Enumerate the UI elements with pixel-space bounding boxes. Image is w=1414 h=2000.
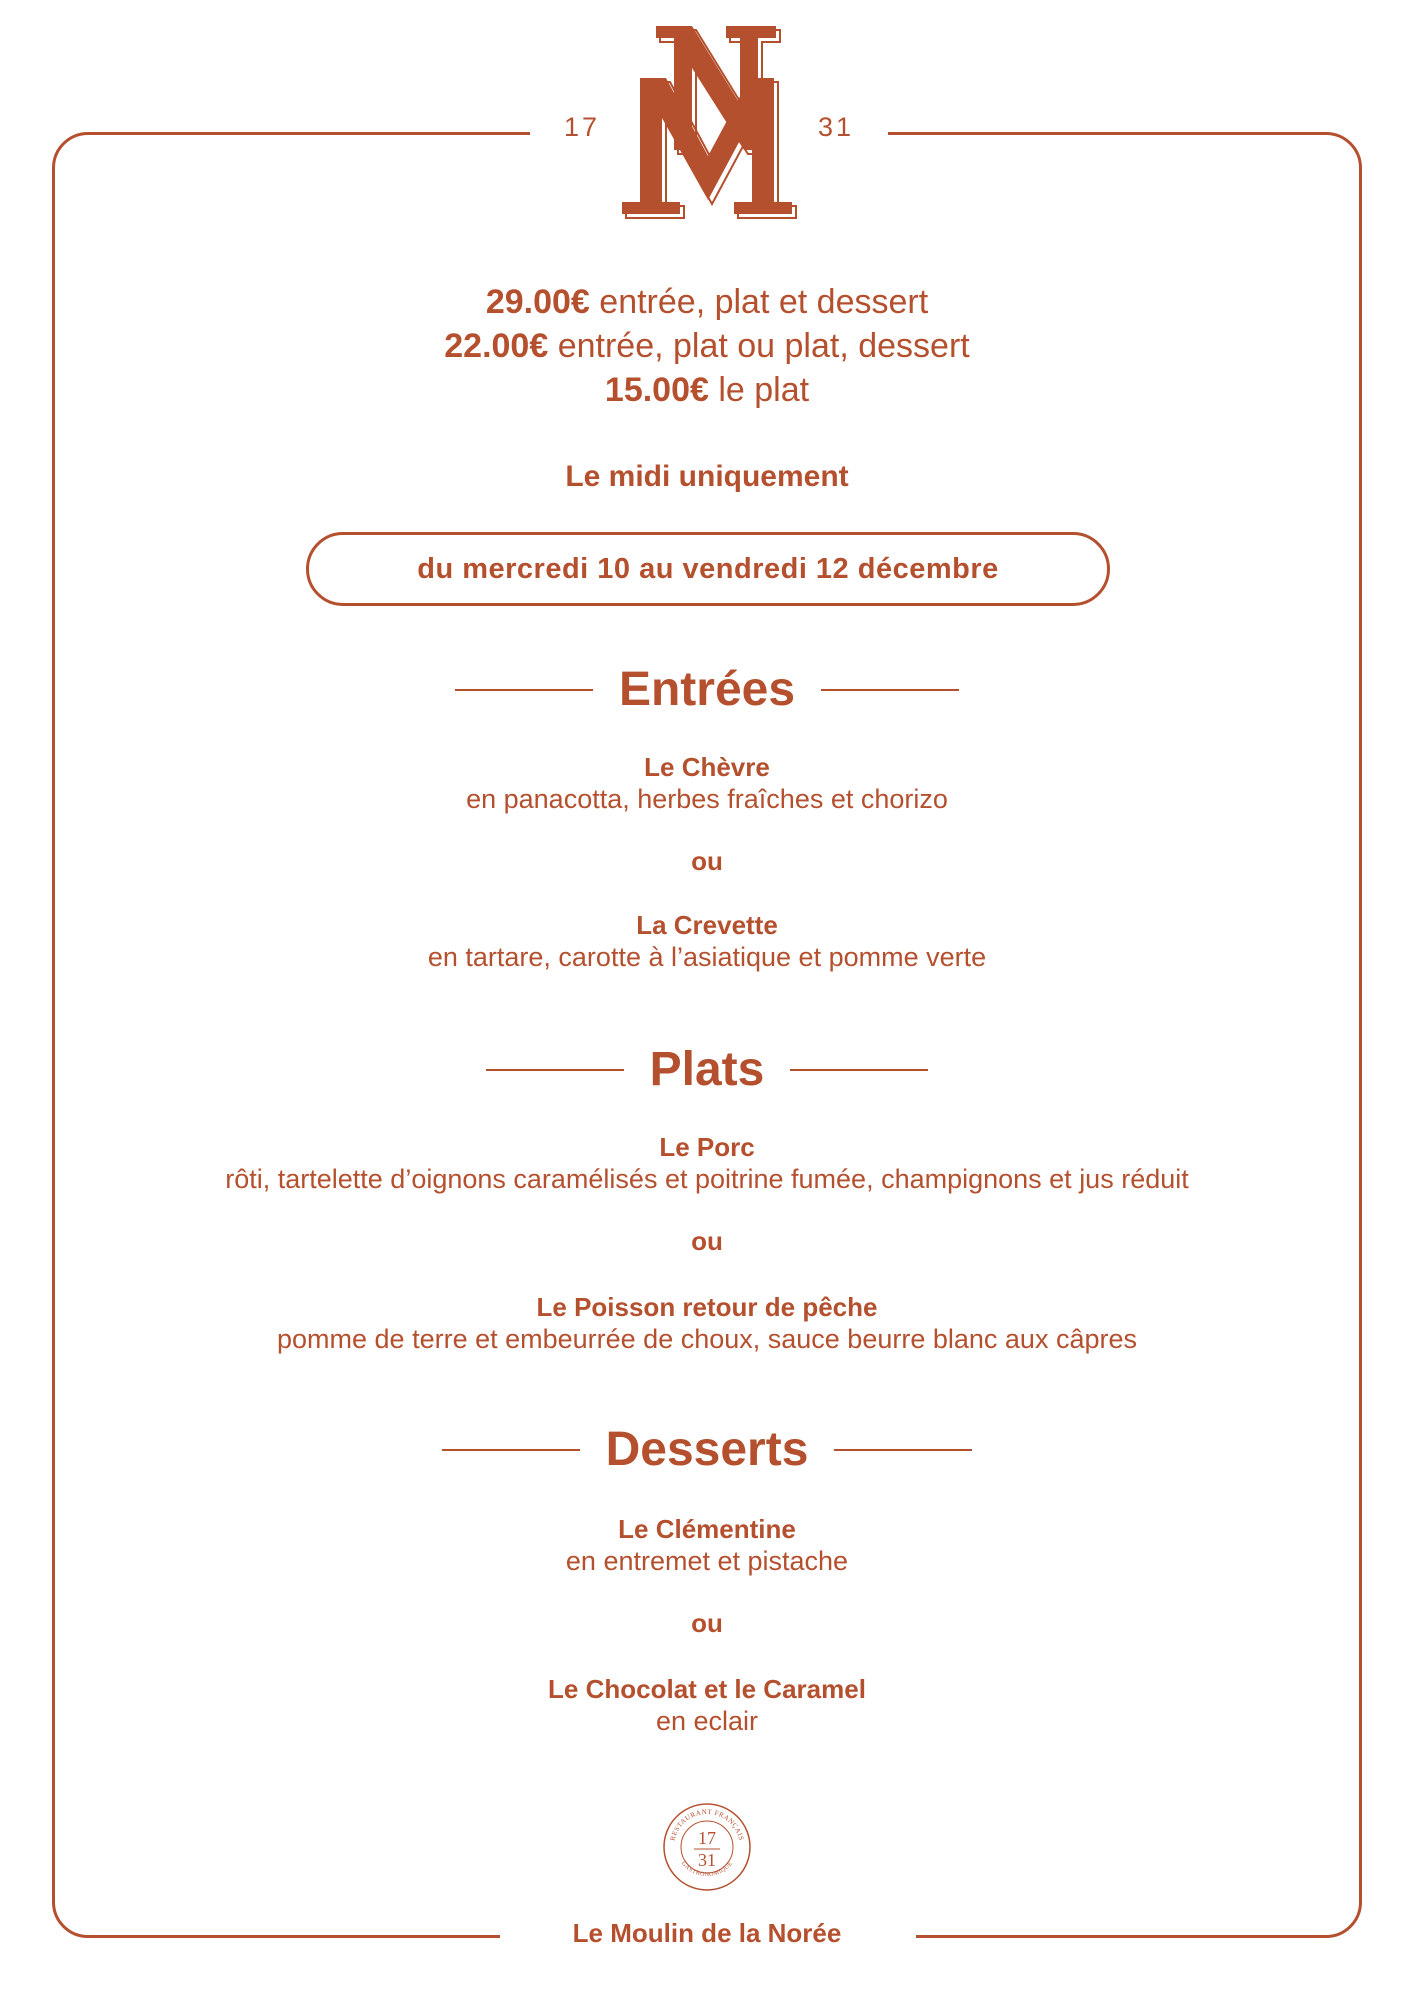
- divider: [442, 1449, 580, 1451]
- svg-text:GASTRONOMIQUE: GASTRONOMIQUE: [679, 1860, 735, 1879]
- price-desc: entrée, plat ou plat, dessert: [548, 327, 970, 365]
- section-heading-desserts: [0, 1422, 1414, 1477]
- divider: [486, 1069, 624, 1071]
- dish-name: Le Chèvre: [644, 752, 770, 782]
- dish-description: en eclair: [655, 1706, 759, 1736]
- year-right: 31: [818, 112, 855, 142]
- price-desc: entrée, plat et dessert: [589, 283, 929, 321]
- dish-description: en tartare, carotte à l’asiatique et pomme verte: [427, 942, 987, 972]
- section-title: Plats: [649, 1043, 765, 1096]
- section-heading-entrees: [0, 662, 1414, 717]
- dish-name: La Crevette: [636, 910, 778, 940]
- mn-monogram-logo: [600, 22, 814, 244]
- dish-name: Le Clémentine: [618, 1514, 796, 1544]
- dish-description: rôti, tartelette d’oignons caramélisés et poitrine fumée, champignons et jus réduit: [225, 1164, 1189, 1194]
- dish-name: Le Poisson retour de pêche: [536, 1292, 878, 1322]
- price-desc: le plat: [708, 371, 810, 409]
- dish-name: Le Porc: [659, 1132, 755, 1162]
- section-heading-plats: [0, 1042, 1414, 1097]
- divider: [821, 689, 959, 691]
- restaurant-name: Le Moulin de la Norée: [572, 1918, 842, 1948]
- svg-text:MN: MN: [694, 227, 720, 244]
- dish-description: en panacotta, herbes fraîches et chorizo: [466, 784, 948, 814]
- section-title: Entrées: [618, 663, 796, 716]
- divider: [834, 1449, 972, 1451]
- price-line-3: [0, 368, 1414, 412]
- price-amount: 22.00€: [444, 327, 549, 365]
- svg-text:31: 31: [698, 1850, 716, 1870]
- dish-description: pomme de terre et embeurrée de choux, sauce beurre blanc aux câpres: [277, 1324, 1137, 1354]
- price-line-1: [0, 280, 1414, 324]
- restaurant-seal-logo: [662, 1802, 752, 1892]
- dates-text: du mercredi 10 au vendredi 12 décembre: [417, 552, 999, 585]
- or-separator: ou: [691, 846, 723, 876]
- year-left: 17: [564, 112, 601, 142]
- divider: [790, 1069, 928, 1071]
- divider: [455, 689, 593, 691]
- price-line-2: [0, 324, 1414, 368]
- price-amount: 29.00€: [485, 283, 590, 321]
- dish-name: Le Chocolat et le Caramel: [548, 1674, 866, 1704]
- or-separator: ou: [691, 1226, 723, 1256]
- dates-banner: [306, 532, 1110, 606]
- dish-description: en entremet et pistache: [565, 1546, 849, 1576]
- price-amount: 15.00€: [604, 371, 709, 409]
- svg-text:17: 17: [698, 1828, 716, 1848]
- lunch-note: Le midi uniquement: [565, 460, 849, 493]
- svg-text:RESTAURANT FRANÇAIS: RESTAURANT FRANÇAIS: [668, 1807, 746, 1842]
- section-title: Desserts: [605, 1423, 809, 1476]
- or-separator: ou: [691, 1608, 723, 1638]
